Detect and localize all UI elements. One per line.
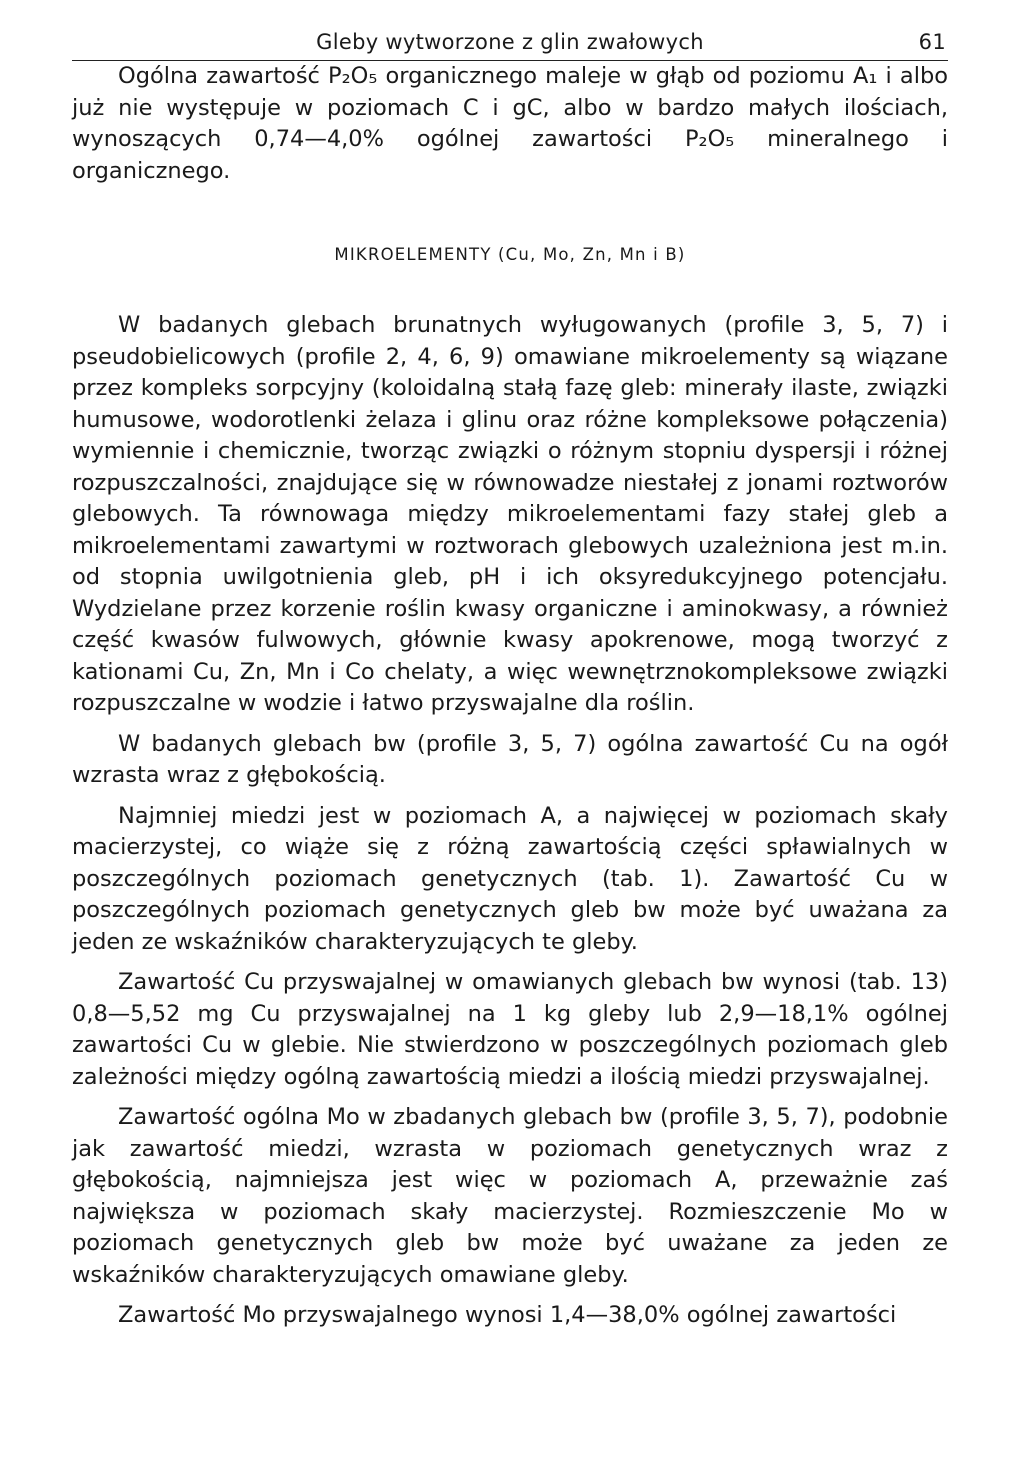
- page-number: 61: [918, 30, 946, 54]
- paragraph-cu-depth: W badanych glebach bw (profile 3, 5, 7) ogólna zawartość Cu na ogół wzrasta wraz z głębokością.: [72, 730, 948, 788]
- paragraph-mo-total: Zawartość ogólna Mo w zbadanych glebach bw (profile 3, 5, 7), podobnie jak zawartość miedzi, wzrasta w poziomach genetycznych wraz z głębokością, najmniejsza jest więc w poziomach A, przeważnie zaś największa w poziomach skały macierzystej. Rozmieszczenie Mo w poziomach genetycznych gleb bw może być uważane za jeden ze wskaźników charakteryzujących omawiane gleby.: [72, 1104, 948, 1288]
- paragraph-cu-horizons: Najmniej miedzi jest w poziomach A, a najwięcej w poziomach skały macierzystej, co wiąże się z różną zawartością części spławialnych w poszczególnych poziomach genetycznych (tab. 1). Zawartość Cu w poszczególnych poziomach genetycznych gleb bw może być uważana za jeden ze wskaźników charakteryzujących te gleby.: [72, 802, 948, 955]
- running-header: [72, 28, 948, 61]
- section-heading-microelements: MIKROELEMENTY (Cu, Mo, Zn, Mn i B): [334, 245, 686, 264]
- book-page: [72, 28, 948, 1332]
- running-title: Gleby wytworzone z glin zwałowych: [316, 30, 704, 54]
- paragraph-p2o5: Ogólna zawartość P₂O₅ organicznego maleje w głąb od poziomu A₁ i albo już nie występuje w poziomach C i gC, albo w bardzo małych ilościach, wynoszących 0,74—4,0% ogólnej zawartości P₂O₅ mineralnego i organicznego.: [72, 63, 948, 184]
- paragraph-mo-available: Zawartość Mo przyswajalnego wynosi 1,4—38,0% ogólnej zawartości: [118, 1302, 897, 1328]
- paragraph-cu-available: Zawartość Cu przyswajalnej w omawianych glebach bw wynosi (tab. 13) 0,8—5,52 mg Cu przyswajalnej na 1 kg gleby lub 2,9—18,1% ogólnej zawartości Cu w glebie. Nie stwierdzono w poszczególnych poziomach gleb zależności między ogólną zawartością miedzi a ilością miedzi przyswajalnej.: [72, 969, 948, 1090]
- paragraph-microelements-binding: W badanych glebach brunatnych wyługowanych (profile 3, 5, 7) i pseudobielicowych (profile 2, 4, 6, 9) omawiane mikroelementy są wiązane przez kompleks sorpcyjny (koloidalną stałą fazę gleb: minerały ilaste, związki humusowe, wodorotlenki żelaza i glinu oraz różne kompleksowe połączenia) wymiennie i chemicznie, tworząc związki o różnym stopniu dyspersji i różnej rozpuszczalności, znajdujące się w równowadze niestałej z jonami roztworów glebowych. Ta równowaga między mikroelementami fazy stałej gleb a mikroelementami zawartymi w roztworach glebowych uzależniona jest m.in. od stopnia uwilgotnienia gleb, pH i ich oksyredukcyjnego potencjału. Wydzielane przez korzenie roślin kwasy organiczne i aminokwasy, a również część kwasów fulwowych, głównie kwasy apokrenowe, mogą tworzyć z kationami Cu, Zn, Mn i Co chelaty, a więc wewnętrznokompleksowe związki rozpuszczalne w wodzie i łatwo przyswajalne dla roślin.: [72, 312, 948, 716]
